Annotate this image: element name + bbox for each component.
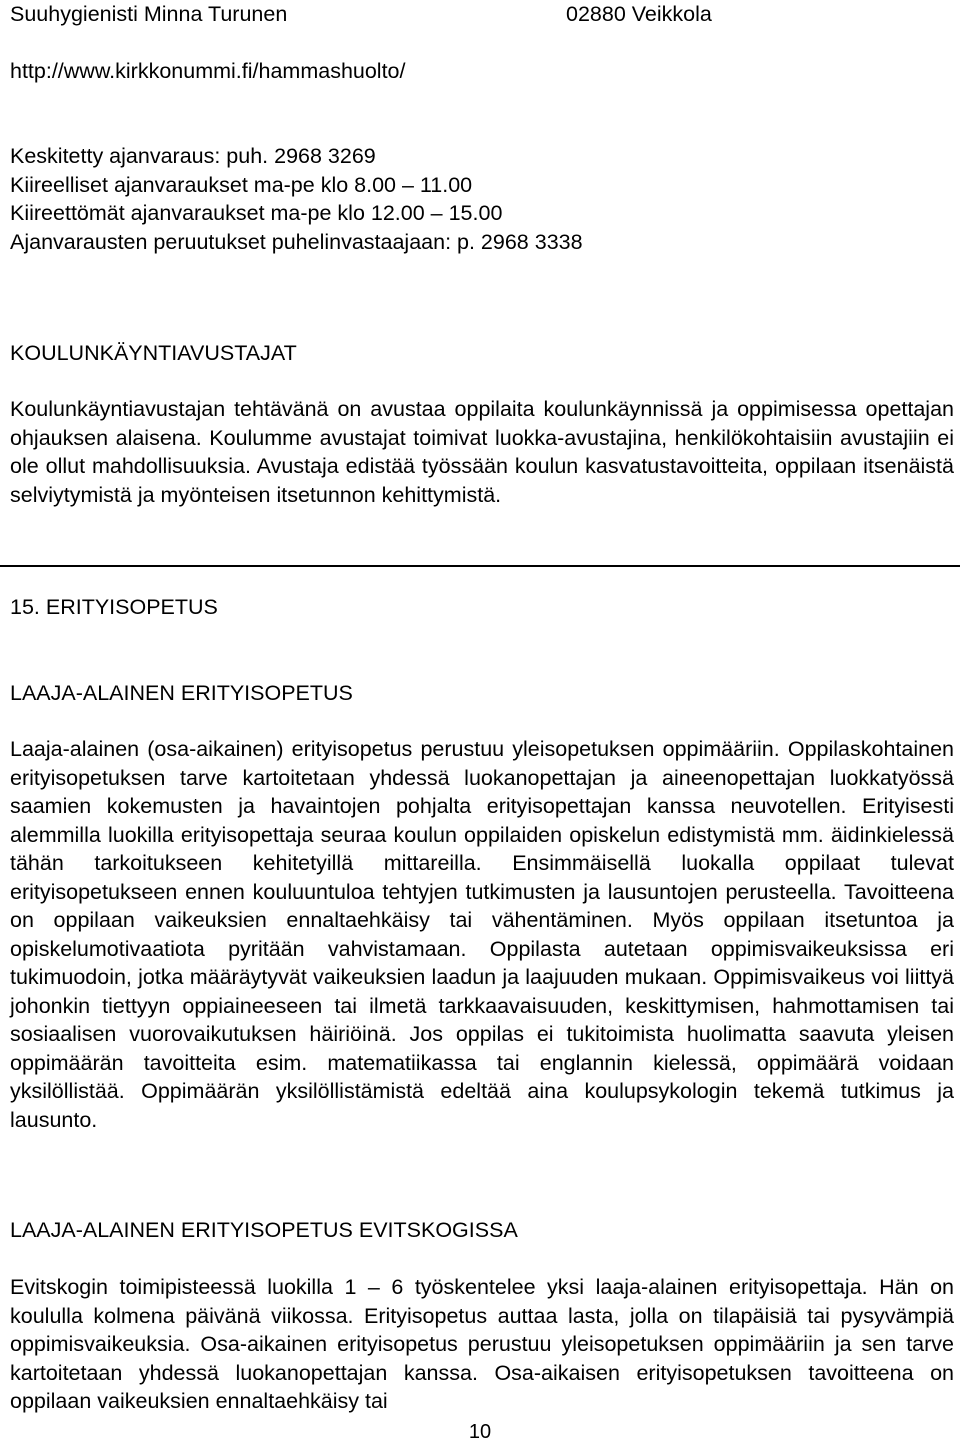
section-15-heading: 15. ERITYISOPETUS <box>10 595 218 619</box>
assistants-heading: KOULUNKÄYNTIAVUSTAJAT <box>10 341 297 365</box>
contact-line: Ajanvarausten peruutukset puhelinvastaajaan: p. 2968 3338 <box>10 229 583 254</box>
author-name: Suuhygienisti Minna Turunen <box>10 2 288 26</box>
contact-line: Keskitetty ajanvaraus: puh. 2968 3269 <box>10 144 376 168</box>
website-link[interactable]: http://www.kirkkonummi.fi/hammashuolto/ <box>10 59 406 83</box>
evitskog-heading: LAAJA-ALAINEN ERITYISOPETUS EVITSKOGISSA <box>10 1218 518 1242</box>
evitskog-paragraph: Evitskogin toimipisteessä luokilla 1 – 6 työskentelee yksi laaja-alainen erityisopettaja. Hän on koululla kolmena päivänä viikossa. Erityisopetus auttaa lasta, jolla on tilapäisiä tai pysyvämpiä oppimisvaikeuksia. Osa-aikainen erityisopetus perustuu yleisopetuksen oppimääriin ja sen tarve kartoitetaan yhdessä luokanopettajan kanssa. Osa-aikaisen erityisopetuksen tavoitteena on oppilaan vaikeuksien ennaltaehkäisy tai <box>10 1275 954 1413</box>
contact-list <box>10 142 954 256</box>
author-address: 02880 Veikkola <box>566 2 712 26</box>
assistants-paragraph: Koulunkäyntiavustajan tehtävänä on avustaa oppilaita koulunkäynnissä ja oppimisessa opettajan ohjauksen alaisena. Koulumme avustajat toimivat luokka-avustajina, henkilökohtaisiin avustajiin ei ole ollut mahdollisuuksia. Avustaja edistää työssään koulun kasvatustavoitteita, oppilaan itsenäistä selviytymistä ja myönteisen itsetunnon kehittymistä. <box>10 397 954 507</box>
contact-line: Kiireelliset ajanvaraukset ma-pe klo 8.00 – 11.00 <box>10 172 473 197</box>
section-15-subheading: LAAJA-ALAINEN ERITYISOPETUS <box>10 681 353 705</box>
section-15-paragraph: Laaja-alainen (osa-aikainen) erityisopetus perustuu yleisopetuksen oppimääriin. Oppilaskohtainen erityisopetuksen tarve kartoitetaan yhdessä luokanopettajan ja aineenopettajan luokkatyössä saamien kokemusten ja havaintojen pohjalta erityisopettajan kanssa neuvotellen. Erityisesti alemmilla luokilla erityisopettaja seuraa koulun oppilaiden opiskelun edistymistä mm. äidinkielessä tähän tarkoitukseen kehitetyillä mittareilla. Ensimmäisellä luokalla oppilaat tulevat erityisopetukseen ennen kouluuntuloa tehtyjen tutkimusten ja lausuntojen perusteella. Tavoitteena on oppilaan vaikeuksien ennaltaehkäisy tai vähentäminen. Myös oppilaan itsetuntoa ja opiskelumotivaatiota pyritään vahvistamaan. Oppilasta autetaan oppimisvaikeuksissa eri tukimuodoin, jotka määräytyvät vaikeuksien laadun ja laajuuden mukaan. Oppimisvaikeus voi liittyä johonkin tiettyyn oppiaineeseen tai ilmetä tarkkaavaisuuden, keskittymisen, hahmottamisen tai sosiaalisen vuorovaikutuksen häiriöinä. Jos oppilas ei tukitoimista huolimatta saavuta yleisen oppimäärän tavoitteita esim. matematiikassa tai englannin kielessä, oppimäärä voidaan yksilöllistää. Oppimäärän yksilöllistämistä edeltää aina koulupsykologin tekemä tutkimus ja lausunto. <box>10 737 954 1132</box>
contact-line: Kiireettömät ajanvaraukset ma-pe klo 12.00 – 15.00 <box>10 201 503 225</box>
page-number: 10 <box>468 1421 492 1443</box>
section-divider <box>0 565 960 567</box>
